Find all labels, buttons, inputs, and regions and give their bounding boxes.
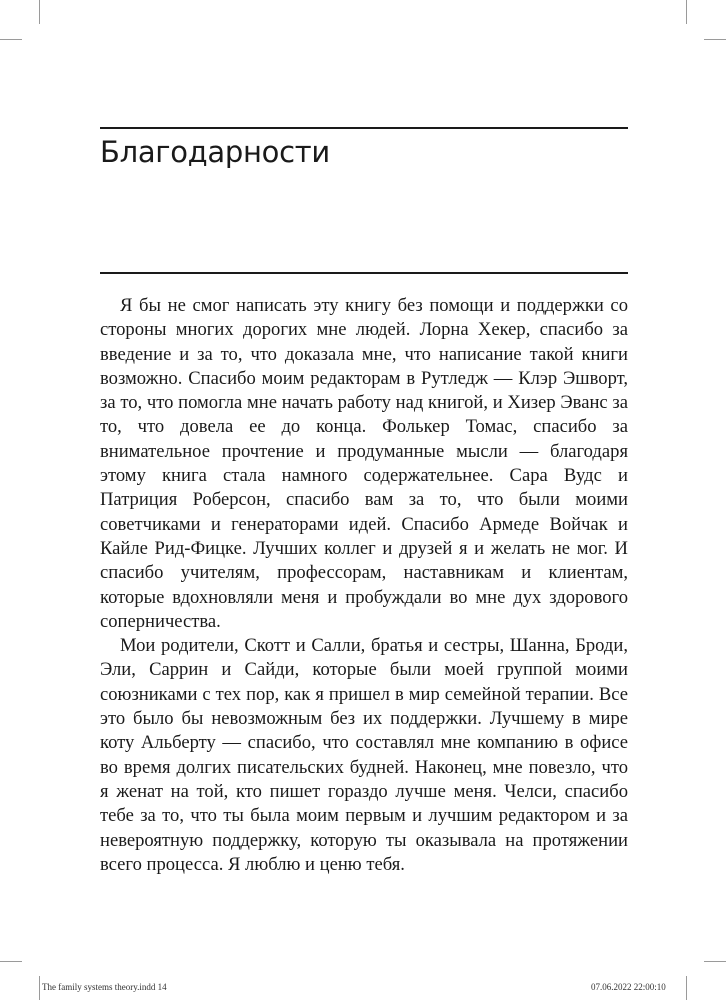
crop-mark — [39, 976, 40, 1000]
crop-mark — [39, 0, 40, 24]
body-text — [100, 294, 628, 877]
crop-mark — [704, 961, 726, 962]
title-rule-top — [100, 127, 628, 129]
crop-mark — [686, 0, 687, 24]
footer-file-name: The family systems theory.indd 14 — [42, 982, 167, 992]
crop-mark — [686, 976, 687, 1000]
footer-timestamp: 07.06.2022 22:00:10 — [591, 982, 666, 992]
chapter-title: Благодарности — [100, 135, 330, 169]
title-rule-bottom — [100, 272, 628, 274]
crop-mark — [0, 39, 22, 40]
crop-mark — [0, 961, 22, 962]
paragraph: Я бы не смог написать эту книгу без помощи и поддержки со стороны многих дорогих мне людей. Лорна Хекер, спасибо за введение и за то, что доказала мне, что написание такой книги возможно. Спасибо моим редакторам в Рутледж — Клэр Эшворт, за то, что помогла мне начать работу над книгой, и Хизер Эванс за то, что довела ее до конца. Фолькер Томас, спасибо за внимательное прочтение и продуманные мысли — благодаря этому книга стала намного содержательнее. Сара Вудс и Патриция Роберсон, спасибо вам за то, что были моими советчиками и генераторами идей. Спасибо Армеде Войчак и Кайле Рид-Фицке. Лучших коллег и друзей я и желать не мог. И спасибо учителям, профессорам, наставникам и клиентам, которые вдохновляли меня и пробуждали во мне дух здорового соперничества. — [100, 295, 628, 632]
paragraph: Мои родители, Скотт и Салли, братья и сестры, Шанна, Броди, Эли, Саррин и Сайди, которые были моей группой моими союзниками с тех пор, как я пришел в мир семейной терапии. Все это было бы невозможным без их поддержки. Лучшему в мире коту Альберту — спасибо, что составлял мне компанию в офисе во время долгих писательских будней. Наконец, мне повезло, что я женат на той, кто пишет гораздо лучше меня. Челси, спасибо тебе за то, что ты была моим первым и лучшим редактором и за невероятную поддержку, которую ты оказывала на протяжении всего процесса. Я люблю и ценю тебя. — [100, 635, 628, 875]
crop-mark — [704, 39, 726, 40]
